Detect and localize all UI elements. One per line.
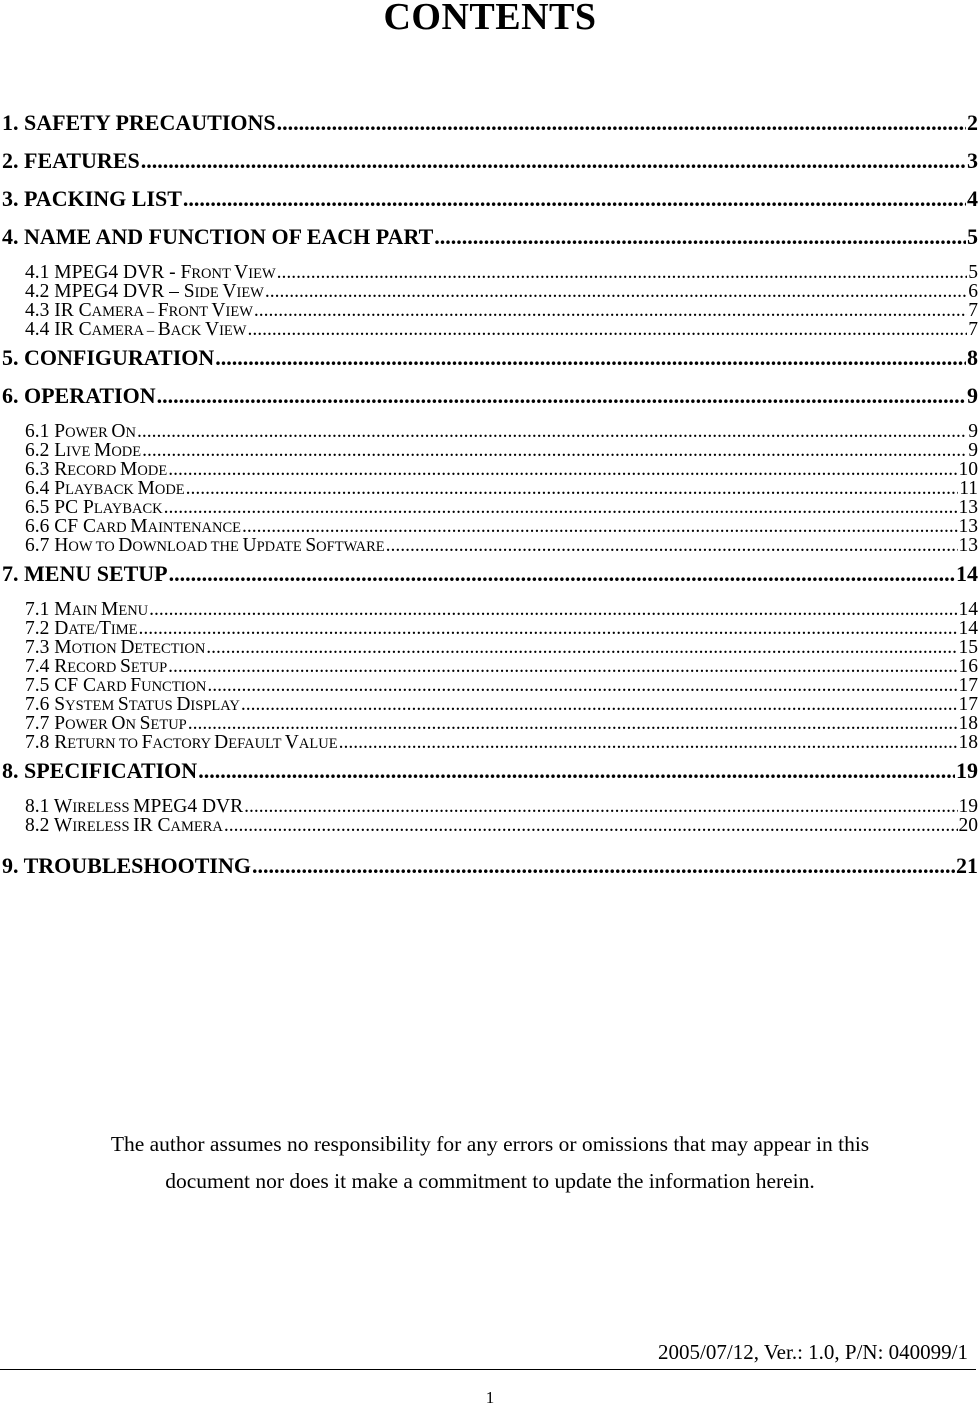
toc-leader-dots bbox=[247, 319, 967, 341]
toc-page-number: 2 bbox=[967, 110, 978, 135]
toc-page-number: 17 bbox=[958, 675, 978, 696]
toc-label: 8. SPECIFICATION bbox=[2, 758, 198, 783]
toc-section[interactable] bbox=[2, 853, 978, 879]
toc-label: 7. MENU SETUP bbox=[2, 561, 168, 586]
toc-label: 6.2 LIVE MODE bbox=[25, 440, 142, 461]
toc-label: 8.1 WIRELESS MPEG4 DVR bbox=[25, 796, 244, 817]
toc-leader-dots bbox=[198, 758, 955, 784]
toc-leader-dots bbox=[215, 345, 966, 371]
toc-page-number: 10 bbox=[958, 459, 978, 480]
toc-page-number: 7 bbox=[968, 319, 978, 340]
disclaimer bbox=[0, 1126, 980, 1200]
toc-page-number: 5 bbox=[967, 224, 978, 249]
toc-page-number: 18 bbox=[958, 713, 978, 734]
toc-page-number: 17 bbox=[958, 694, 978, 715]
toc-page-number: 20 bbox=[958, 815, 978, 836]
toc-page-number: 9 bbox=[967, 383, 978, 408]
toc-page-number: 16 bbox=[958, 656, 978, 677]
toc-page-number: 8 bbox=[967, 345, 978, 370]
toc-page-number: 14 bbox=[958, 599, 978, 620]
toc-page-number: 3 bbox=[967, 148, 978, 173]
toc-label: 5. CONFIGURATION bbox=[2, 345, 215, 370]
toc-label: 6.7 HOW TO DOWNLOAD THE UPDATE SOFTWARE bbox=[25, 535, 385, 556]
toc-page-number: 18 bbox=[958, 732, 978, 753]
toc-section[interactable] bbox=[2, 224, 978, 250]
toc-label: 2. FEATURES bbox=[2, 148, 140, 173]
toc-page-number: 9 bbox=[968, 440, 978, 461]
toc-page-number: 15 bbox=[958, 637, 978, 658]
toc-label: 8.2 WIRELESS IR CAMERA bbox=[25, 815, 223, 836]
toc-subsection[interactable] bbox=[25, 319, 978, 341]
toc-page-number: 9 bbox=[968, 421, 978, 442]
footer-divider bbox=[0, 1369, 976, 1370]
toc-label: 6. OPERATION bbox=[2, 383, 156, 408]
toc-subsection[interactable] bbox=[25, 732, 978, 754]
toc-page-number: 6 bbox=[968, 281, 978, 302]
toc-label: 7.3 MOTION DETECTION bbox=[25, 637, 206, 658]
toc-label: 4.1 MPEG4 DVR - FRONT VIEW bbox=[25, 262, 276, 283]
toc-leader-dots bbox=[339, 732, 958, 754]
toc-leader-dots bbox=[277, 110, 966, 136]
toc-label: 4.4 IR CAMERA – BACK VIEW bbox=[25, 319, 247, 340]
disclaimer-line-2: document nor does it make a commitment to update the information herein. bbox=[165, 1169, 815, 1193]
toc-page-number: 13 bbox=[958, 497, 978, 518]
toc-label: 6.1 POWER ON bbox=[25, 421, 136, 442]
toc-subsection[interactable] bbox=[25, 815, 978, 837]
toc-label: 7.5 CF CARD FUNCTION bbox=[25, 675, 207, 696]
toc-leader-dots bbox=[157, 383, 966, 409]
toc-section[interactable] bbox=[2, 110, 978, 136]
toc-section[interactable] bbox=[2, 561, 978, 587]
toc-leader-dots bbox=[224, 815, 958, 837]
toc-page-number: 4 bbox=[967, 186, 978, 211]
toc-page-number: 14 bbox=[958, 618, 978, 639]
toc-label: 7.2 DATE/TIME bbox=[25, 618, 138, 639]
toc-section[interactable] bbox=[2, 383, 978, 409]
toc-label: 1. SAFETY PRECAUTIONS bbox=[2, 110, 276, 135]
page-number: 1 bbox=[485, 1388, 495, 1407]
toc-label: 7.7 POWER ON SETUP bbox=[25, 713, 187, 734]
toc-label: 6.3 RECORD MODE bbox=[25, 459, 168, 480]
toc-label: 7.4 RECORD SETUP bbox=[25, 656, 168, 677]
version-info: 2005/07/12, Ver.: 1.0, P/N: 040099/1 bbox=[658, 1340, 968, 1364]
toc-label: 7.1 MAIN MENU bbox=[25, 599, 149, 620]
toc-label: 9. TROUBLESHOOTING bbox=[2, 853, 251, 878]
toc-label: 3. PACKING LIST bbox=[2, 186, 182, 211]
toc-label: 4.3 IR CAMERA – FRONT VIEW bbox=[25, 300, 253, 321]
toc-leader-dots bbox=[169, 561, 955, 587]
toc-label: 6.6 CF CARD MAINTENANCE bbox=[25, 516, 242, 537]
toc-label: 6.5 PC PLAYBACK bbox=[25, 497, 163, 518]
toc-leader-dots bbox=[386, 535, 958, 557]
toc-leader-dots bbox=[252, 853, 955, 879]
toc-leader-dots bbox=[183, 186, 966, 212]
toc-subsection[interactable] bbox=[25, 535, 978, 557]
disclaimer-line-1: The author assumes no responsibility for any errors or omissions that may appear in this bbox=[110, 1132, 870, 1156]
toc-label: 4.2 MPEG4 DVR – SIDE VIEW bbox=[25, 281, 264, 302]
toc-page-number: 19 bbox=[958, 796, 978, 817]
toc-label: 7.6 SYSTEM STATUS DISPLAY bbox=[25, 694, 240, 715]
toc-section[interactable] bbox=[2, 758, 978, 784]
toc-page-number: 14 bbox=[956, 561, 978, 586]
toc-page-number: 5 bbox=[968, 262, 978, 283]
toc-label: 4. NAME AND FUNCTION OF EACH PART bbox=[2, 224, 434, 249]
toc-leader-dots bbox=[434, 224, 966, 250]
toc-page-number: 13 bbox=[958, 516, 978, 537]
toc-page-number: 7 bbox=[968, 300, 978, 321]
toc-section[interactable] bbox=[2, 345, 978, 371]
toc-label: 7.8 RETURN TO FACTORY DEFAULT VALUE bbox=[25, 732, 338, 753]
toc-label: 6.4 PLAYBACK MODE bbox=[25, 478, 185, 499]
toc-page-number: 19 bbox=[956, 758, 978, 783]
toc-section[interactable] bbox=[2, 148, 978, 174]
toc-page-number: 11 bbox=[959, 478, 978, 499]
page-title: CONTENTS bbox=[383, 0, 597, 38]
toc-page-number: 13 bbox=[958, 535, 978, 556]
toc-page-number: 21 bbox=[956, 853, 978, 878]
toc-section[interactable] bbox=[2, 186, 978, 212]
toc-leader-dots bbox=[141, 148, 966, 174]
